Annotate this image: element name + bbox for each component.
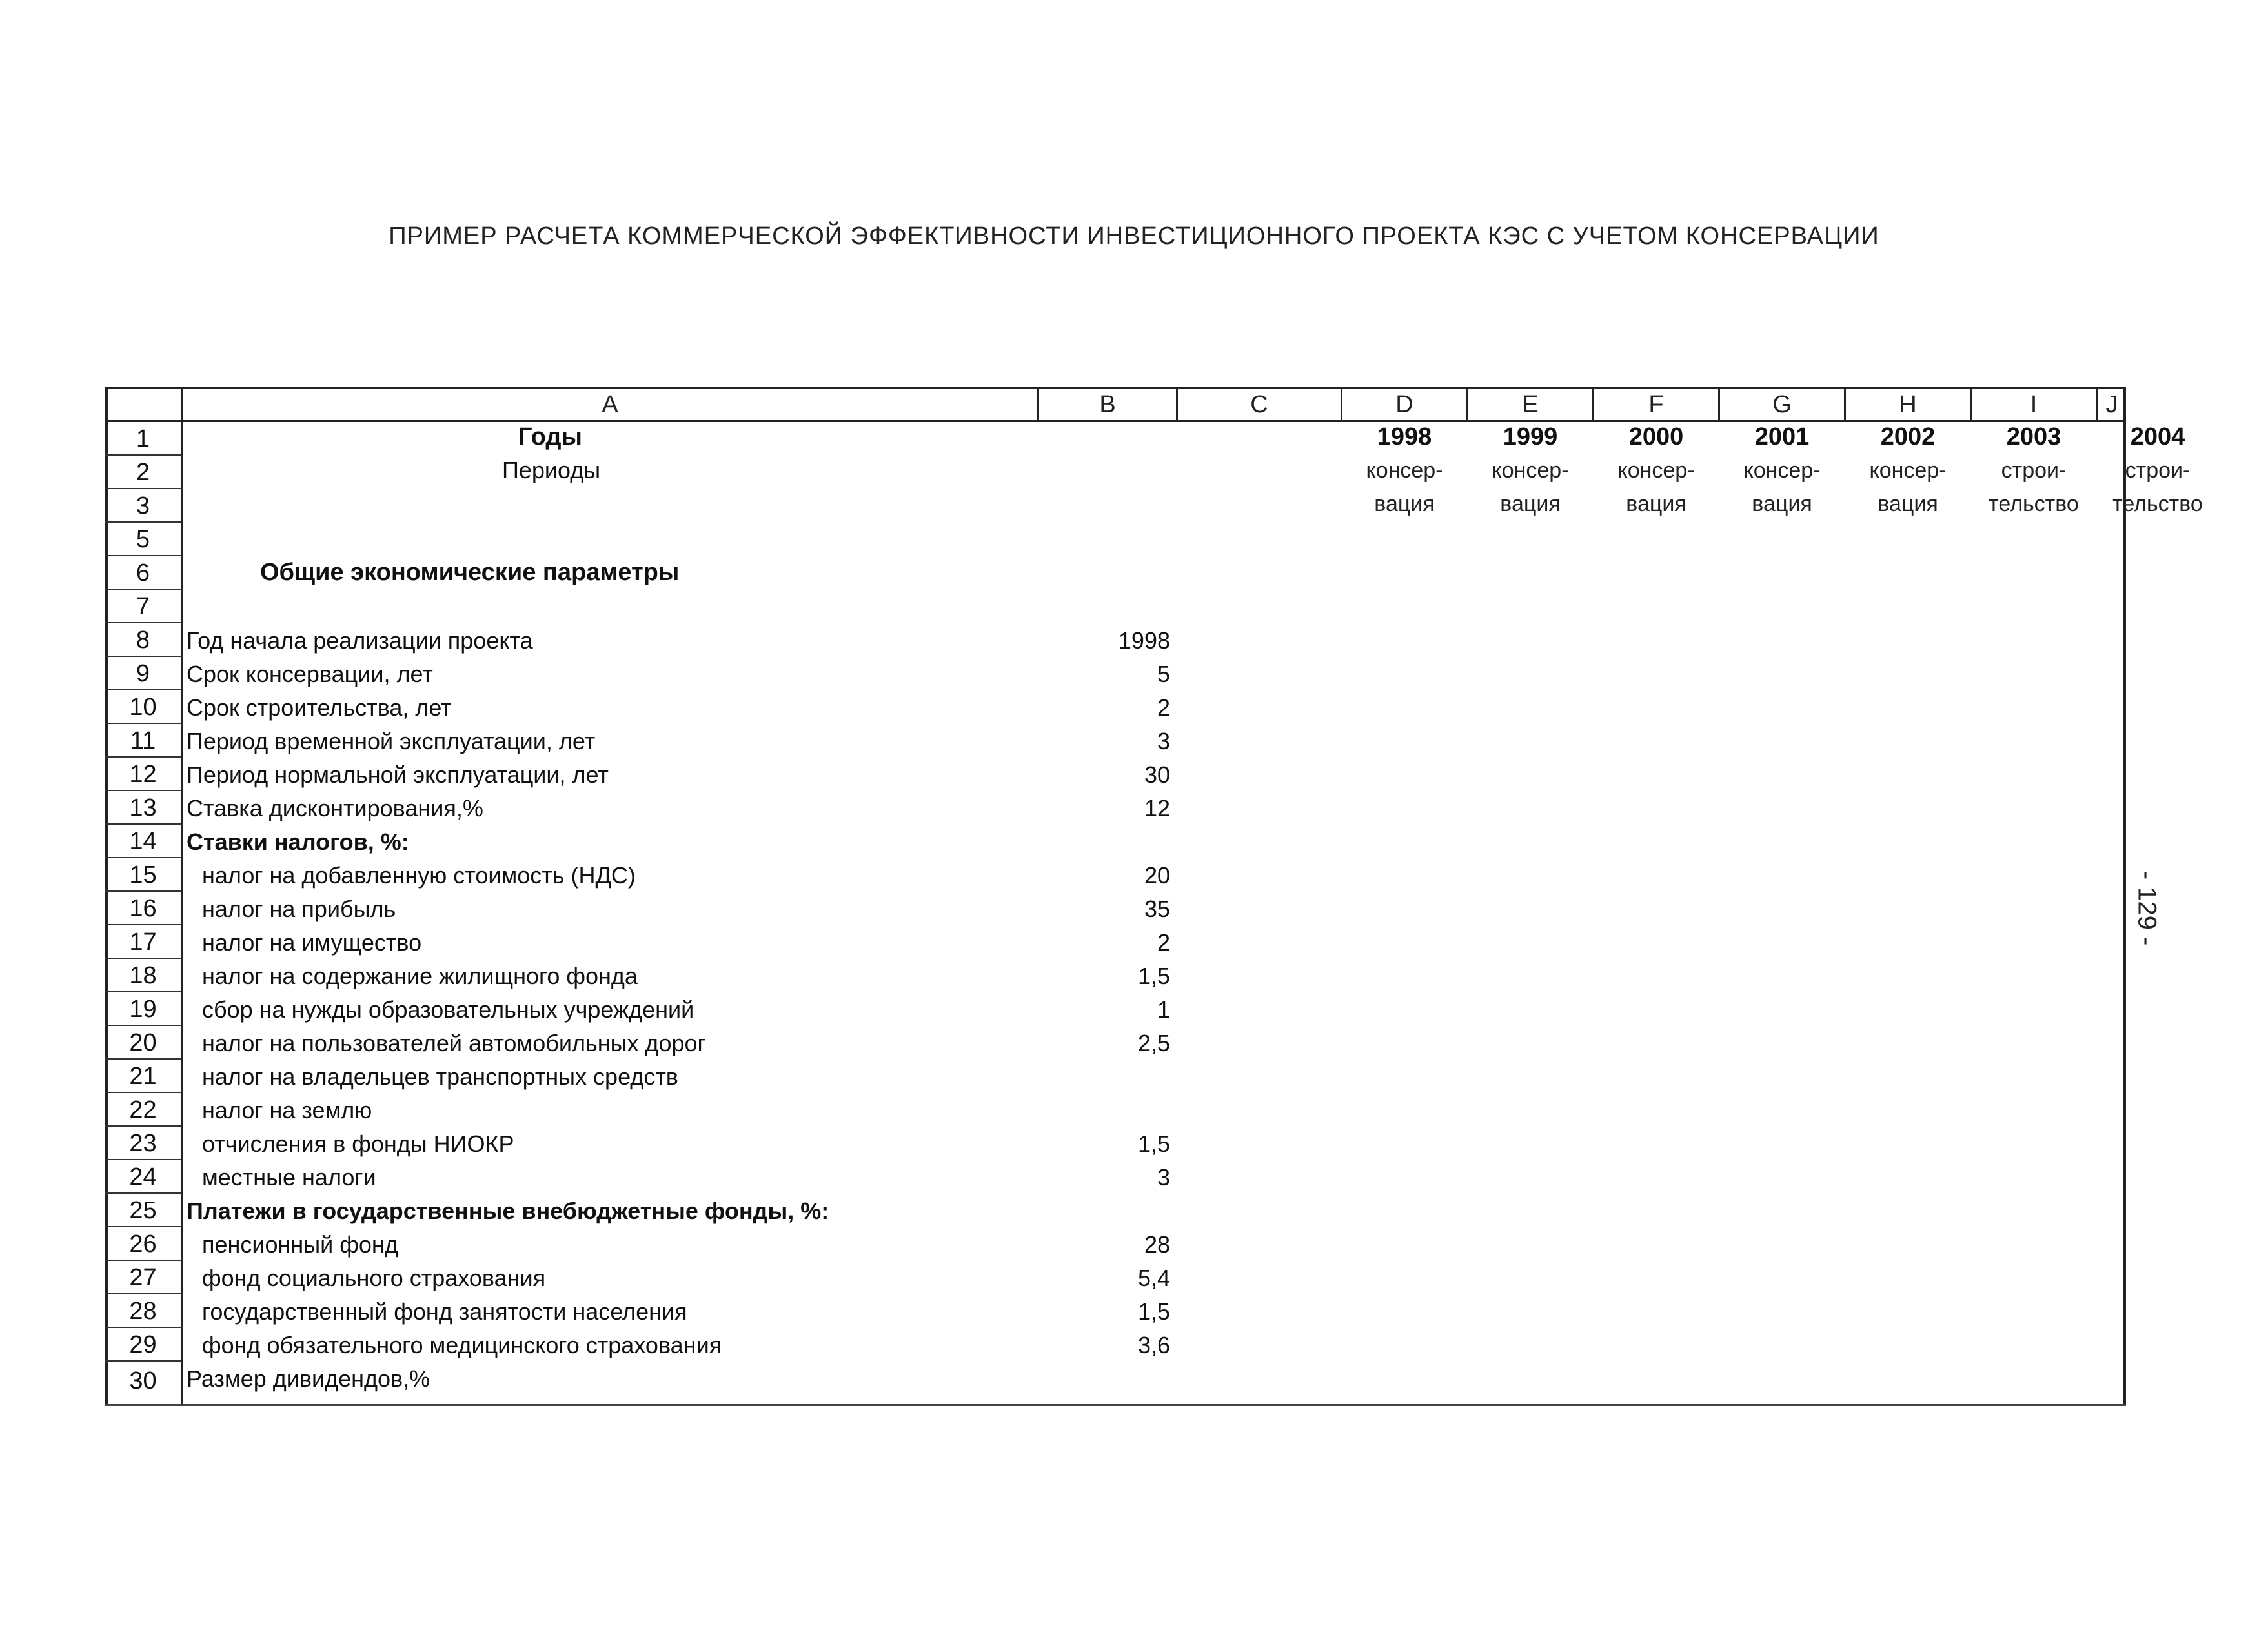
- row-header[interactable]: 29: [105, 1328, 183, 1362]
- period-line2: вация: [1500, 492, 1561, 516]
- row-header[interactable]: 3: [105, 489, 183, 523]
- param-label[interactable]: налог на владельцев транспортных средств: [202, 1063, 678, 1090]
- param-value[interactable]: 5: [1157, 661, 1170, 687]
- year-2000: 2000: [1628, 423, 1684, 450]
- row-header[interactable]: 15: [105, 858, 183, 892]
- row-header[interactable]: 12: [105, 758, 183, 791]
- param-label[interactable]: налог на прибыль: [202, 896, 396, 922]
- row-header[interactable]: 6: [105, 556, 183, 590]
- param-value[interactable]: 30: [1144, 761, 1170, 788]
- period-line2: вация: [1752, 492, 1812, 516]
- column-header-b[interactable]: B: [1039, 387, 1178, 422]
- extrabudgetary-funds-heading[interactable]: Платежи в государственные внебюджетные фонды, %:: [187, 1198, 829, 1224]
- param-label[interactable]: пенсионный фонд: [202, 1231, 398, 1258]
- param-label[interactable]: Ставка дисконтирования,%: [187, 795, 483, 821]
- row-header[interactable]: 23: [105, 1127, 183, 1160]
- row-header[interactable]: 30: [105, 1362, 183, 1404]
- year-2003: 2003: [2006, 423, 2061, 450]
- row-header[interactable]: 21: [105, 1060, 183, 1093]
- year-1998: 1998: [1377, 423, 1432, 450]
- row-header[interactable]: 14: [105, 825, 183, 858]
- param-label[interactable]: налог на имущество: [202, 929, 422, 956]
- corner-cell[interactable]: [105, 387, 183, 422]
- row-header[interactable]: 1: [105, 422, 183, 456]
- column-header-d[interactable]: D: [1342, 387, 1468, 422]
- param-label[interactable]: налог на содержание жилищного фонда: [202, 963, 638, 989]
- row-header[interactable]: 11: [105, 724, 183, 758]
- row-header[interactable]: 17: [105, 925, 183, 959]
- param-label[interactable]: местные налоги: [202, 1164, 376, 1191]
- param-label[interactable]: Период временной эксплуатации, лет: [187, 728, 596, 754]
- param-value[interactable]: 28: [1144, 1231, 1170, 1258]
- period-line2: вация: [1374, 492, 1435, 516]
- param-value[interactable]: 2: [1157, 694, 1170, 721]
- param-label[interactable]: фонд социального страхования: [202, 1265, 546, 1291]
- param-value[interactable]: 5,4: [1137, 1265, 1170, 1291]
- param-value[interactable]: 1: [1157, 996, 1170, 1023]
- param-value[interactable]: 12: [1144, 795, 1170, 821]
- row-header[interactable]: 5: [105, 523, 183, 556]
- period-line1: строи-: [2001, 458, 2067, 483]
- param-value[interactable]: 2,5: [1137, 1030, 1170, 1056]
- param-label[interactable]: Период нормальной эксплуатации, лет: [187, 761, 609, 788]
- param-value[interactable]: 1,5: [1137, 963, 1170, 989]
- param-value[interactable]: 1,5: [1137, 1131, 1170, 1157]
- period-line1: консер-: [1617, 458, 1695, 483]
- param-label[interactable]: налог на пользователей автомобильных дорог: [202, 1030, 706, 1056]
- param-value[interactable]: 2: [1157, 929, 1170, 956]
- year-2001: 2001: [1754, 423, 1810, 450]
- row-header[interactable]: 18: [105, 959, 183, 992]
- param-label[interactable]: налог на землю: [202, 1097, 372, 1123]
- column-header-c[interactable]: C: [1178, 387, 1342, 422]
- param-value[interactable]: 3: [1157, 1164, 1170, 1191]
- period-line2: вация: [1626, 492, 1686, 516]
- param-label[interactable]: Год начала реализации проекта: [187, 627, 533, 654]
- param-label[interactable]: фонд обязательного медицинского страхования: [202, 1332, 722, 1358]
- row-header[interactable]: 24: [105, 1160, 183, 1194]
- period-line2: тельство: [1989, 492, 2079, 516]
- year-2002: 2002: [1880, 423, 1936, 450]
- periods-label: Периоды: [502, 457, 601, 483]
- page-number: - 129 -: [2132, 870, 2162, 946]
- row-header[interactable]: 7: [105, 590, 183, 623]
- section-title: Общие экономические параметры: [260, 559, 680, 586]
- period-line2: тельство: [2112, 492, 2203, 516]
- row-header[interactable]: 22: [105, 1093, 183, 1127]
- row-header[interactable]: 26: [105, 1227, 183, 1261]
- row-header[interactable]: 9: [105, 657, 183, 690]
- row-header[interactable]: 25: [105, 1194, 183, 1227]
- column-header-f[interactable]: F: [1594, 387, 1720, 422]
- param-value[interactable]: 20: [1144, 862, 1170, 889]
- row-header[interactable]: 20: [105, 1026, 183, 1060]
- param-value[interactable]: 1998: [1118, 627, 1170, 654]
- param-label[interactable]: Срок консервации, лет: [187, 661, 433, 687]
- period-line1: строи-: [2125, 458, 2191, 483]
- param-label[interactable]: государственный фонд занятости населения: [202, 1298, 687, 1325]
- tax-rates-heading[interactable]: Ставки налогов, %:: [187, 829, 409, 855]
- period-line2: вация: [1878, 492, 1938, 516]
- param-value[interactable]: 35: [1144, 896, 1170, 922]
- param-label[interactable]: Срок строительства, лет: [187, 694, 452, 721]
- row-header[interactable]: 28: [105, 1294, 183, 1328]
- column-header-a[interactable]: A: [183, 387, 1039, 422]
- row-header[interactable]: 10: [105, 690, 183, 724]
- row-header[interactable]: 13: [105, 791, 183, 825]
- period-line1: консер-: [1492, 458, 1569, 483]
- column-header-e[interactable]: E: [1468, 387, 1594, 422]
- param-value[interactable]: 3,6: [1137, 1332, 1170, 1358]
- param-label[interactable]: Размер дивидендов,%: [187, 1365, 430, 1392]
- period-line1: консер-: [1366, 458, 1443, 483]
- sheet-frame-bottom: [105, 1404, 2126, 1406]
- row-header[interactable]: 2: [105, 456, 183, 489]
- document-title: ПРИМЕР РАСЧЕТА КОММЕРЧЕСКОЙ ЭФФЕКТИВНОСТИ ИНВЕСТИЦИОННОГО ПРОЕКТА КЭС С УЧЕТОМ КОНСЕРВАЦИИ: [389, 223, 1879, 250]
- param-value[interactable]: 1,5: [1137, 1298, 1170, 1325]
- row-header[interactable]: 19: [105, 992, 183, 1026]
- row-header[interactable]: 8: [105, 623, 183, 657]
- period-line1: консер-: [1743, 458, 1821, 483]
- row-header[interactable]: 16: [105, 892, 183, 925]
- years-label: Годы: [518, 423, 582, 450]
- year-2004: 2004: [2130, 423, 2185, 450]
- period-line1: консер-: [1869, 458, 1947, 483]
- param-label[interactable]: отчисления в фонды НИОКР: [202, 1131, 514, 1157]
- row-header[interactable]: 27: [105, 1261, 183, 1294]
- param-label[interactable]: сбор на нужды образовательных учреждений: [202, 996, 694, 1023]
- param-label[interactable]: налог на добавленную стоимость (НДС): [202, 862, 636, 889]
- column-header-i[interactable]: I: [1972, 387, 2098, 422]
- column-header-g[interactable]: G: [1720, 387, 1846, 422]
- sheet-frame-right: [2123, 387, 2126, 1405]
- column-header-h[interactable]: H: [1846, 387, 1972, 422]
- param-value[interactable]: 3: [1157, 728, 1170, 754]
- year-1999: 1999: [1503, 423, 1558, 450]
- column-header-j[interactable]: J: [2098, 387, 2126, 422]
